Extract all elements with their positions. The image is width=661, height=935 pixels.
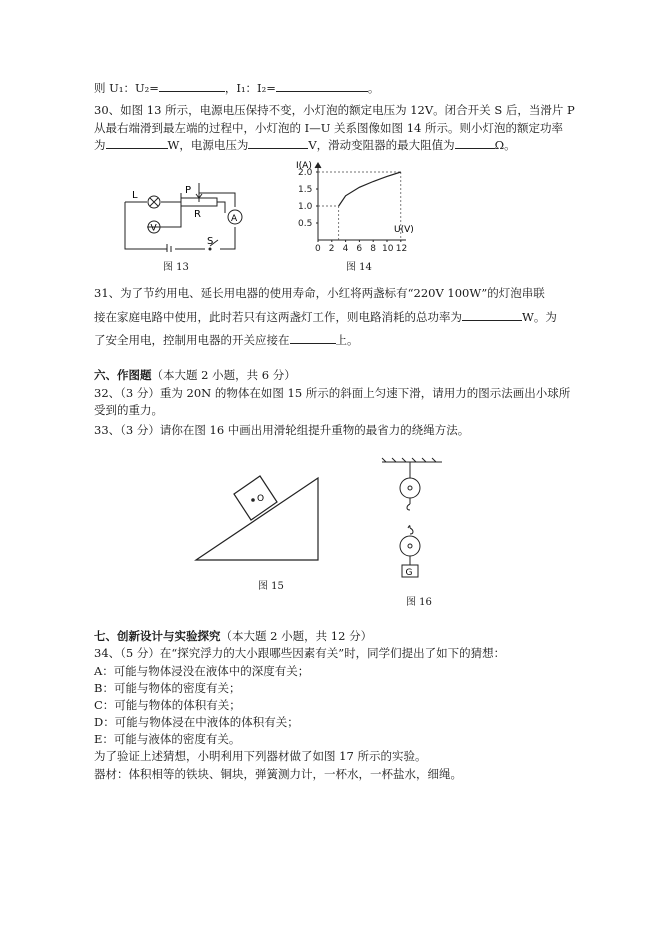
q29-ratio-u-label: 则 U₁：U₂= xyxy=(94,81,159,95)
fig16-caption: 图 16 xyxy=(406,597,432,608)
q34-verify-line: 为了验证上述猜想，小明利用下列器材做了如图 17 所示的实验。 xyxy=(94,749,427,763)
section-6-heading xyxy=(94,367,296,383)
q31-blank-wire[interactable] xyxy=(290,332,336,344)
q30-blank-voltage[interactable] xyxy=(248,137,308,149)
q34-hypothesis-a: A：可能与物体浸没在液体中的深度有关； xyxy=(94,664,310,678)
y-tick-label: 1.0 xyxy=(298,202,313,212)
y-tick-label: 0.5 xyxy=(298,219,313,229)
section-7-info: （本大题 2 小题，共 12 分） xyxy=(220,629,373,643)
q30-text-b: W，电源电压为 xyxy=(167,138,249,152)
fig15-o-label: O xyxy=(257,494,265,504)
q30-line2: 从最右端滑到最左端的过程中，小灯泡的 I—U 关系图像如图 14 所示。则小灯泡的额定功率 xyxy=(94,121,563,135)
figure-14-iu-graph xyxy=(288,160,438,255)
q31-line2 xyxy=(94,309,557,325)
fig16-g-label: G xyxy=(405,568,413,578)
y-tick-label: 2.0 xyxy=(298,168,313,178)
q30-line1: 30、如图 13 所示，电源电压保持不变，小灯泡的额定电压为 12V。闭合开关 S 后，当滑片 P xyxy=(94,103,575,117)
x-tick-label: 10 xyxy=(382,244,394,254)
section-6-title: 六、作图题 xyxy=(94,368,152,382)
figure-13-circuit xyxy=(115,180,245,252)
fig14-x-axis-label: U(V) xyxy=(394,225,414,235)
q34-hypothesis-e: E：可能与液体的密度有关。 xyxy=(94,732,241,746)
x-tick-label: 6 xyxy=(356,244,363,254)
q29-blank-u[interactable] xyxy=(159,80,225,92)
y-tick-label: 1.5 xyxy=(298,185,313,195)
iu-curve xyxy=(339,172,401,206)
q34-hypothesis-c: C：可能与物体的体积有关； xyxy=(94,698,241,712)
q30-text-a: 为 xyxy=(94,138,106,152)
figure-15-incline xyxy=(190,460,335,565)
fig15-caption: 图 15 xyxy=(258,581,284,592)
fig13-switch-label: S xyxy=(207,236,214,247)
q30-text-c: V，滑动变阻器的最大阻值为 xyxy=(308,138,455,152)
fig13-ammeter-symbol: A xyxy=(231,214,238,224)
q32-line1: 32、（3 分）重为 20N 的物体在如图 15 所示的斜面上匀速下滑，请用力的图示法画出小球所 xyxy=(94,386,571,400)
q29-end: 。 xyxy=(367,81,380,95)
fig13-rheostat-label: R xyxy=(194,209,201,220)
q29-line xyxy=(94,80,379,96)
fig13-caption: 图 13 xyxy=(163,262,189,273)
q34-hypothesis-b: B：可能与物体的密度有关； xyxy=(94,681,241,695)
q31-line3 xyxy=(94,332,359,348)
q31-text-a: 接在家庭电路中使用，此时若只有这两盏灯工作，则电路消耗的总功率为 xyxy=(94,310,462,324)
section-7-heading xyxy=(94,628,372,644)
fig13-lamp-label: L xyxy=(132,190,138,201)
q34-hypothesis-d: D：可能与物体浸在中液体的体积有关； xyxy=(94,715,299,729)
q29-ratio-i-label: ，I₁：I₂= xyxy=(224,81,276,95)
figure-16-pulley-system xyxy=(378,456,453,586)
q31-line1: 31、为了节约用电、延长用电器的使用寿命，小红将两盏标有“220V 100W”的灯泡串联 xyxy=(94,286,545,300)
q32-line2: 受到的重力。 xyxy=(94,403,163,417)
q31-blank-power[interactable] xyxy=(462,309,522,321)
block xyxy=(234,476,277,520)
q30-blank-resistance[interactable] xyxy=(455,137,495,149)
movable-pulley xyxy=(400,536,420,556)
q31-text-c: 了安全用电，控制用电器的开关应接在 xyxy=(94,333,290,347)
q30-line3 xyxy=(94,137,516,153)
fig13-slider-label: P xyxy=(185,185,192,196)
fig14-y-axis-label: I(A) xyxy=(296,161,312,171)
q33-line1: 33、（3 分）请你在图 16 中画出用滑轮组提升重物的最省力的绕绳方法。 xyxy=(94,423,470,437)
fig14-caption: 图 14 xyxy=(346,262,372,273)
center-of-gravity-dot xyxy=(251,498,255,502)
q30-text-d: Ω。 xyxy=(494,138,516,152)
q34-equipment-line: 器材：体积相等的铁块、铜块，弹簧测力计，一杯水，一杯盐水，细绳。 xyxy=(94,767,462,781)
x-tick-label: 8 xyxy=(370,244,376,254)
section-6-info: （本大题 2 小题，共 6 分） xyxy=(151,368,296,382)
q31-text-b: W。为 xyxy=(522,310,557,324)
q30-blank-power[interactable] xyxy=(106,137,168,149)
q29-blank-i[interactable] xyxy=(276,80,368,92)
x-tick-label: 4 xyxy=(342,244,349,254)
x-tick-label: 2 xyxy=(328,244,335,254)
q31-text-d: 上。 xyxy=(335,333,359,347)
x-tick-label: 0 xyxy=(315,244,321,254)
x-tick-label: 12 xyxy=(395,244,408,254)
fig13-voltmeter-symbol: V xyxy=(150,223,157,234)
section-7-title: 七、创新设计与实验探究 xyxy=(94,629,221,643)
q34-line1: 34、（5 分）在“探究浮力的大小跟哪些因素有关”时，同学们提出了如下的猜想： xyxy=(94,646,506,660)
fixed-pulley xyxy=(400,478,420,498)
